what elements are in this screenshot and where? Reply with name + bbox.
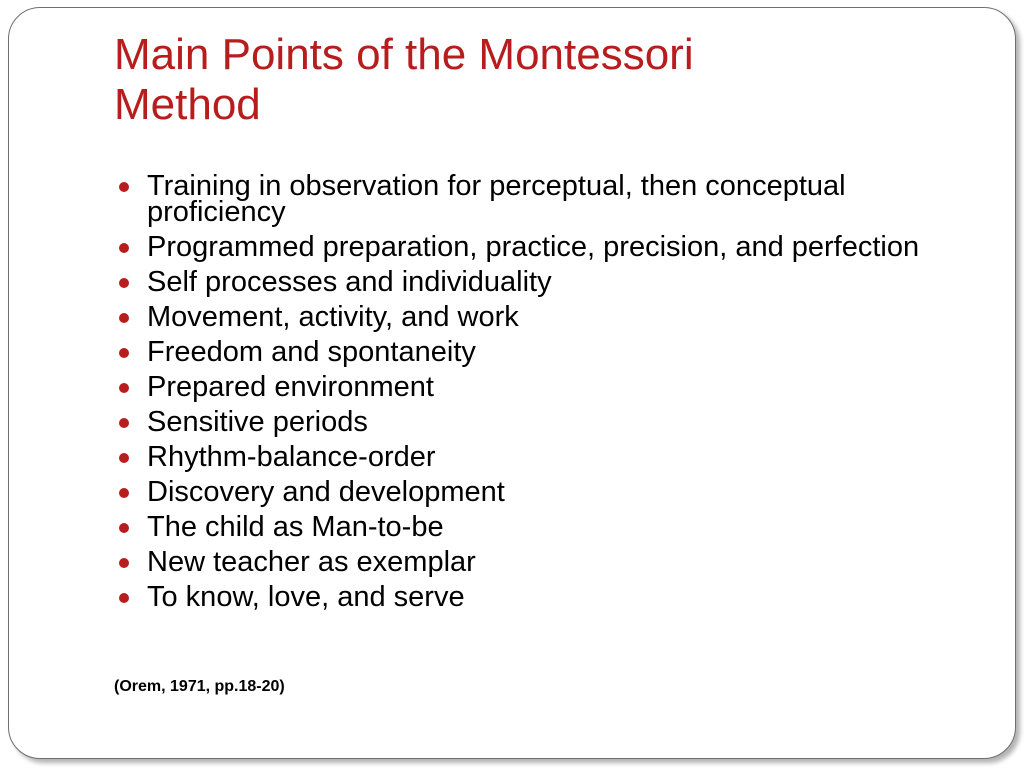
bullet-dot-icon <box>119 182 129 192</box>
bullet-text: Movement, activity, and work <box>147 301 519 333</box>
bullet-item <box>119 170 979 228</box>
bullet-text: Self processes and individuality <box>147 266 552 298</box>
bullet-dot-icon <box>119 278 129 288</box>
bullet-text: Training in observation for perceptual, then conceptual proficiency <box>147 170 846 228</box>
bullet-text: New teacher as exemplar <box>147 546 476 578</box>
bullet-dot-icon <box>119 383 129 393</box>
bullet-item <box>119 406 979 438</box>
bullet-item <box>119 336 979 368</box>
bullet-item <box>119 301 979 333</box>
bullet-item <box>119 476 979 508</box>
bullet-item <box>119 371 979 403</box>
bullet-text: Programmed preparation, practice, precision, and perfection <box>147 231 920 263</box>
bullet-dot-icon <box>119 243 129 253</box>
bullet-text: Rhythm-balance-order <box>147 441 436 473</box>
bullet-dot-icon <box>119 348 129 358</box>
bullet-item <box>119 511 979 543</box>
citation: (Orem, 1971, pp.18-20) <box>114 678 285 695</box>
bullet-dot-icon <box>119 523 129 533</box>
bullet-item <box>119 581 979 613</box>
bullet-text: Prepared environment <box>147 371 434 403</box>
bullet-dot-icon <box>119 558 129 568</box>
slide-title-line-1: Main Points of the Montessori <box>114 30 694 79</box>
bullet-item <box>119 441 979 473</box>
bullet-text: To know, love, and serve <box>147 581 465 613</box>
bullet-text: Freedom and spontaneity <box>147 336 476 368</box>
bullet-list <box>119 170 979 619</box>
bullet-text: Sensitive periods <box>147 406 368 438</box>
bullet-dot-icon <box>119 313 129 323</box>
bullet-text: The child as Man-to-be <box>147 511 444 543</box>
bullet-dot-icon <box>119 593 129 603</box>
bullet-item <box>119 231 979 263</box>
bullet-dot-icon <box>119 453 129 463</box>
bullet-dot-icon <box>119 488 129 498</box>
bullet-dot-icon <box>119 418 129 428</box>
bullet-item <box>119 546 979 578</box>
slide-title <box>114 30 914 130</box>
bullet-text: Discovery and development <box>147 476 505 508</box>
bullet-item <box>119 266 979 298</box>
slide-title-line-2: Method <box>114 80 261 129</box>
